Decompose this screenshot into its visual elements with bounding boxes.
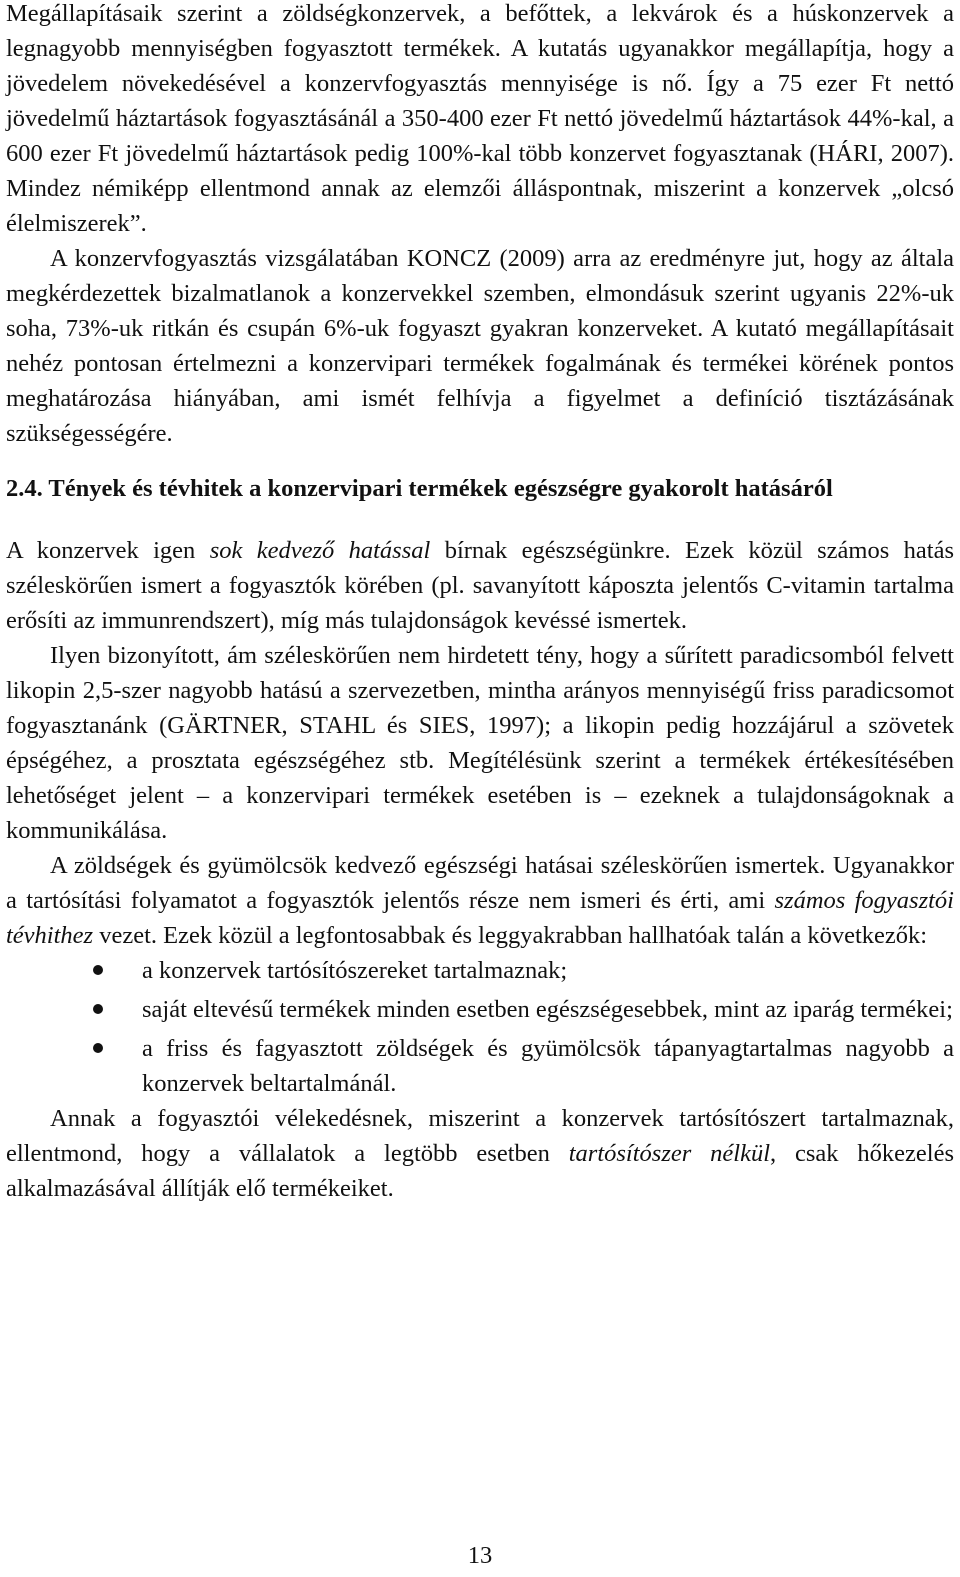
text-run: bírnak egészségünkre. Ezek közül számos hatás széleskörűen ismert a fogyasztók körében (pl. savanyított káposzta jelentős C-vitamin tartalma erősíti az immunrendszert), míg más tulajdonságok kevéssé ismertek. xyxy=(6,537,954,634)
text-run: , csak hőkezelés alkalmazásával állítják elő termékeiket. xyxy=(6,1140,955,1202)
list-item-text: a friss és fagyasztott zöldségek és gyümölcsök tápanyagtartalmas nagyobb a konzervek beltartalmánál. xyxy=(142,1035,954,1097)
list-item xyxy=(6,953,954,988)
list-item-text: saját eltevésű termékek minden esetben egészségesebbek, mint az iparág termékei; xyxy=(142,996,953,1023)
list-item xyxy=(6,992,954,1027)
body-paragraph: Ilyen bizonyított, ám széleskörűen nem hirdetett tény, hogy a sűrített paradicsomból felvett likopin 2,5-szer nagyobb hatású a szervezetben, mintha arányos mennyiségű friss paradicsomot fogyasztanánk (GÄRTNER, STAHL és SIES, 1997); a likopin pedig hozzájárul a szövetek épségéhez, a prosztata egészségéhez stb. Megítélésünk szerint a termékek értékesítésében lehetőséget jelent – a konzervipari termékek esetében is – ezeknek a tulajdonságoknak a kommunikálása. xyxy=(6,642,954,844)
list-item xyxy=(6,1031,954,1101)
list-item-text: a konzervek tartósítószereket tartalmaznak; xyxy=(142,957,568,984)
text-run: A zöldségek és gyümölcsök kedvező egészségi hatásai széleskörűen ismertek. Ugyanakkor a tartósítási folyamatot a fogyasztók jelentős része nem ismeri és érti, ami xyxy=(6,852,954,914)
bullet-icon xyxy=(93,1043,103,1053)
body-paragraph xyxy=(6,533,954,638)
body-paragraph: A konzervfogyasztás vizsgálatában KONCZ (2009) arra az eredményre jut, hogy az általa megkérdezettek bizalmatlanok a konzervekkel szemben, elmondásuk szerint ugyanis 22%-uk soha, 73%-uk ritkán és csupán 6%-uk fogyaszt gyakran konzerveket. A kutató megállapításait nehéz pontosan értelmezni a konzervipari termékek fogalmának és termékei körének pontos meghatározása hiányában, ami ismét felhívja a figyelmet a definíció tisztázásának szükségességére. xyxy=(6,245,954,447)
body-paragraph xyxy=(6,848,954,953)
body-paragraph: Megállapításaik szerint a zöldségkonzervek, a befőttek, a lekvárok és a húskonzervek a legnagyobb mennyiségben fogyasztott termékek. A kutatás ugyanakkor megállapítja, hogy a jövedelem növekedésével a konzervfogyasztás mennyisége is nő. Így a 75 ezer Ft nettó jövedelmű háztartások fogyasztásánál a 350-400 ezer Ft nettó jövedelmű háztartások 44%-kal, a 600 ezer Ft jövedelmű háztartások pedig 100%-kal több konzervet fogyasztanak (HÁRI, 2007). Mindez némiképp ellentmond annak az elemzői álláspontnak, miszerint a konzervek „olcsó élelmiszerek”. xyxy=(6,0,954,237)
text-run: A konzervek igen xyxy=(6,537,210,564)
section-heading: 2.4. Tények és tévhitek a konzervipari termékek egészségre gyakorolt hatásáról xyxy=(6,475,833,502)
document-page xyxy=(6,0,954,1206)
emphasis-text: sok kedvező hatással xyxy=(209,537,431,564)
bullet-icon xyxy=(93,965,103,975)
text-run: vezet. Ezek közül a legfontosabbak és leggyakrabban hallhatóak talán a következők: xyxy=(93,922,928,949)
emphasis-text: tartósítószer nélkül xyxy=(568,1140,771,1167)
text-run: Annak a fogyasztói vélekedésnek, miszerint a konzervek tartósítószert tartalmaznak, ellentmond, hogy a vállalatok a legtöbb esetben xyxy=(6,1105,954,1167)
body-paragraph xyxy=(6,1101,954,1206)
bullet-list xyxy=(6,953,954,1101)
page-number: 13 xyxy=(467,1542,493,1569)
bullet-icon xyxy=(93,1004,103,1014)
emphasis-text: számos fogyasztói tévhithez xyxy=(6,887,954,949)
